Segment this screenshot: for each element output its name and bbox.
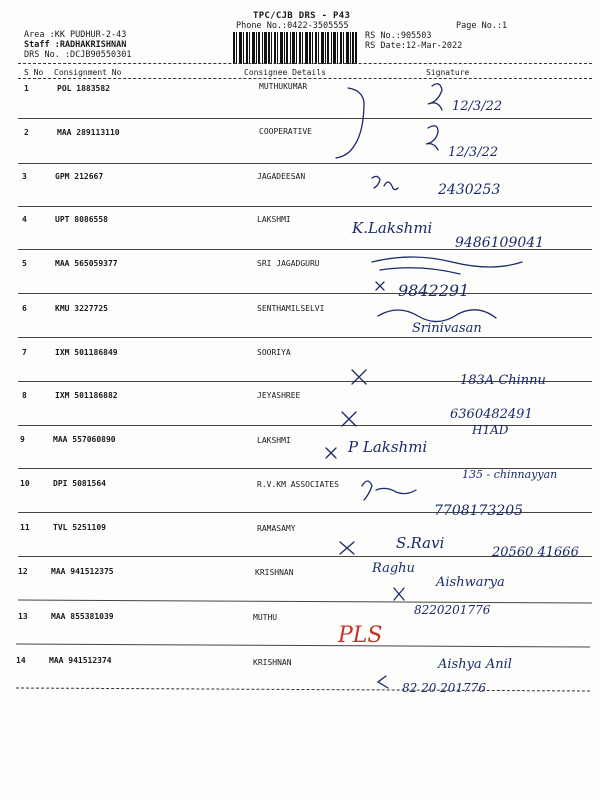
column-header-consignee: Consignee Details	[244, 68, 326, 77]
row-consignment: KMU 3227725	[55, 304, 108, 313]
row-divider	[18, 249, 592, 250]
row-divider	[16, 643, 590, 647]
row-consignee: MUTHU	[253, 613, 278, 622]
row14-name: Aishya Anil	[438, 657, 512, 672]
row1-date: 12/3/22	[452, 99, 503, 114]
row-consignment: UPT 8086558	[55, 215, 108, 224]
row14-phone: 82 20 201776	[402, 681, 486, 695]
row2-date: 12/3/22	[448, 145, 499, 160]
row-sno: 11	[20, 523, 30, 532]
row6-name: Srinivasan	[412, 321, 482, 336]
row-consignee: RAMASAMY	[257, 524, 296, 533]
row-sno: 4	[22, 215, 27, 224]
rs-date: RS Date:12-Mar-2022	[365, 41, 463, 51]
barcode	[233, 32, 357, 64]
row-consignee: JEYASHREE	[257, 391, 301, 400]
row-divider	[18, 512, 592, 513]
row-divider	[18, 337, 592, 338]
row-divider	[18, 118, 592, 119]
row-consignment: MAA 941512374	[49, 656, 112, 665]
row2-bracket-stroke	[336, 88, 364, 158]
row-sno: 10	[20, 479, 30, 488]
staff-field: Staff :RADHAKRISHNAN	[24, 40, 127, 50]
row14-mark	[378, 676, 388, 688]
row-divider	[18, 556, 592, 557]
row5-phone: 9842291	[398, 281, 470, 300]
sheet-title: TPC/CJB DRS - P43	[253, 11, 351, 21]
row-consignee: JAGADEESAN	[257, 172, 306, 181]
row13-initials: PLS	[338, 623, 383, 648]
row-consignee: R.V.KM ASSOCIATES	[257, 480, 339, 489]
row11-cross	[340, 542, 354, 554]
row-consignment: POL 1883582	[57, 84, 110, 93]
row11-name: S.Ravi	[396, 534, 445, 552]
row-consignee: SRI JAGADGURU	[257, 259, 320, 268]
row-divider	[18, 293, 592, 294]
row10-phone: 7708173205	[434, 503, 524, 519]
row11-number: 20560 41666	[492, 545, 579, 560]
row1-signature-stroke	[428, 84, 442, 110]
row6-scribble	[378, 310, 496, 322]
phone-number: Phone No.:0422-3505555	[236, 21, 349, 31]
row-sno: 12	[18, 567, 28, 576]
row12-phone: 8220201776	[414, 603, 491, 617]
row-sno: 6	[22, 304, 27, 313]
row-sno: 7	[22, 348, 27, 357]
row-sno: 5	[22, 259, 27, 268]
row-consignee: KRISHNAN	[253, 658, 292, 667]
row10-signature-stroke	[362, 481, 416, 500]
row-consignment: MAA 855381039	[51, 612, 114, 621]
table-end-divider	[16, 687, 590, 691]
row-consignee: KRISHNAN	[255, 568, 294, 577]
row3-signature-stroke	[372, 176, 398, 189]
row-consignment: GPM 212667	[55, 172, 104, 181]
row-divider	[18, 206, 592, 207]
row-sno: 8	[22, 391, 27, 400]
row-sno: 9	[20, 435, 25, 444]
row8-phone: 6360482491	[450, 407, 533, 422]
row-consignee: COOPERATIVE	[259, 127, 312, 136]
row-consignment: IXM 501186849	[55, 348, 118, 357]
row3-number: 2430253	[438, 182, 501, 198]
row-divider	[18, 381, 592, 382]
row12-name: Aishwarya	[436, 575, 505, 590]
column-header-consignment: Consignment No	[54, 68, 122, 77]
drs-number: DRS No. :DCJB90550301	[24, 50, 132, 60]
row-consignee: LAKSHMI	[257, 436, 291, 445]
row8-cross	[342, 412, 356, 426]
row5-cross	[376, 282, 384, 290]
column-header-signature: Signature	[426, 68, 470, 77]
row-consignee: MUTHUKUMAR	[259, 82, 308, 91]
row-consignment: MAA 565059377	[55, 259, 118, 268]
header-divider	[18, 63, 592, 64]
row-consignment: MAA 941512375	[51, 567, 114, 576]
row-consignment: MAA 557060890	[53, 435, 116, 444]
row10-address: 135 - chinnayyan	[462, 468, 558, 481]
area-field: Area :KK PUDHUR-2-43	[24, 30, 127, 40]
row-consignee: SENTHAMILSELVI	[257, 304, 325, 313]
row9-cross	[326, 448, 336, 458]
column-header-divider	[18, 78, 592, 79]
row-divider	[18, 599, 592, 603]
row4-phone: 9486109041	[455, 235, 545, 251]
row-divider	[18, 468, 592, 469]
row-sno: 3	[22, 172, 27, 181]
row-consignment: DPI 5081564	[53, 479, 106, 488]
row-consignment: MAA 289113110	[57, 128, 120, 137]
row4-name: K.Lakshmi	[352, 219, 433, 237]
row-divider	[18, 163, 592, 164]
row8-note: H1AD	[472, 423, 509, 437]
row-consignee: LAKSHMI	[257, 215, 291, 224]
row-sno: 13	[18, 612, 28, 621]
column-header-sno: S No	[24, 68, 44, 77]
row-sno: 2	[24, 128, 29, 137]
row-consignment: IXM 501186882	[55, 391, 118, 400]
row-sno: 1	[24, 84, 29, 93]
row-sno: 14	[16, 656, 26, 665]
row9-name: P Lakshmi	[348, 438, 428, 456]
row5-scribble	[372, 257, 522, 274]
row-consignment: TVL 5251109	[53, 523, 106, 532]
row7-address: 183A Chinnu	[460, 373, 546, 388]
row-divider	[18, 425, 592, 426]
row2-signature-stroke	[426, 126, 438, 150]
row12-cross	[394, 588, 404, 600]
row11-name2: Raghu	[372, 561, 415, 576]
row-consignee: SOORIYA	[257, 348, 291, 357]
rs-number: RS No.:905503	[365, 31, 432, 41]
page-number: Page No.:1	[456, 21, 508, 31]
